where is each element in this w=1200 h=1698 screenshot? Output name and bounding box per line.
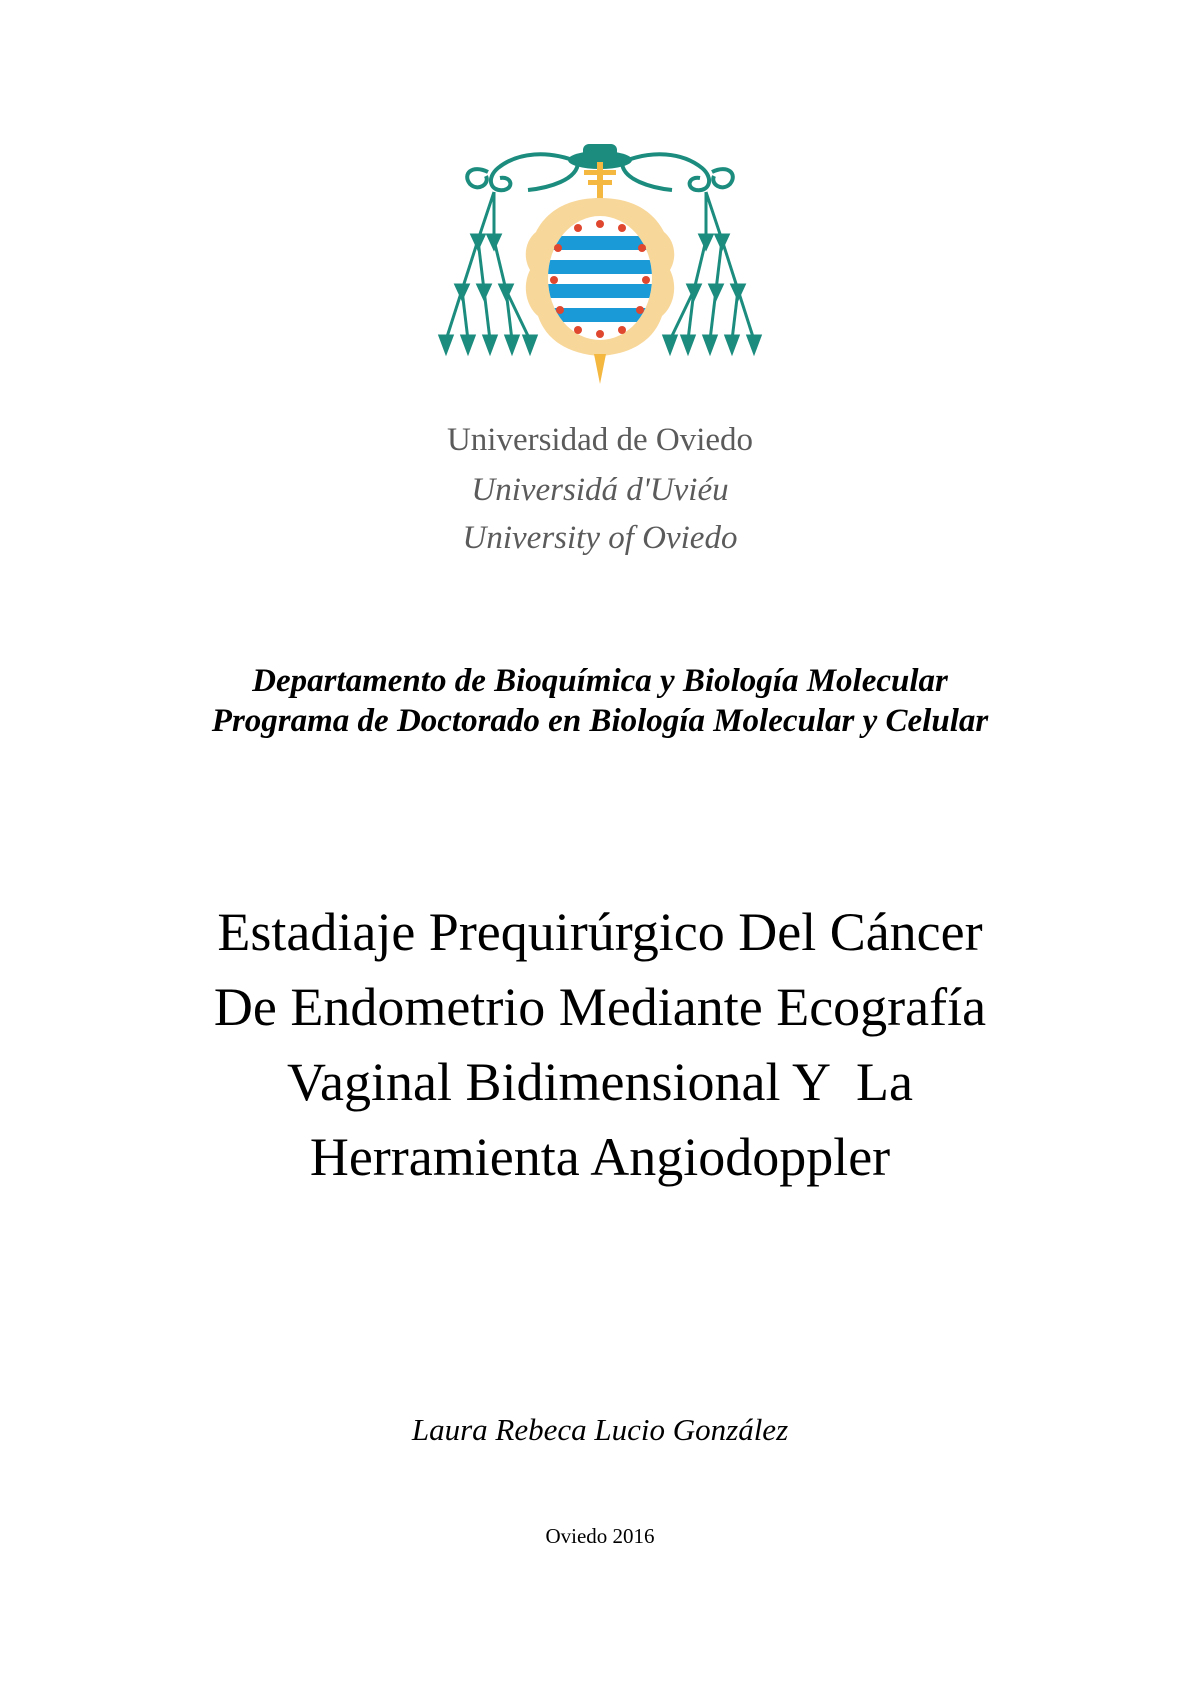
thesis-title-line-3: Vaginal Bidimensional Y La <box>287 1052 913 1112</box>
university-name-spanish: Universidad de Oviedo <box>446 422 754 458</box>
place-and-year: Oviedo 2016 <box>545 1524 655 1548</box>
author-name: Laura Rebeca Lucio González <box>411 1412 789 1447</box>
doctoral-program-name: Programa de Doctorado en Biología Molecular y Celular <box>211 703 989 739</box>
thesis-title-line-4: Herramienta Angiodoppler <box>309 1127 891 1187</box>
university-name-asturian: Universidá d'Uviéu <box>471 472 729 508</box>
department-name: Departamento de Bioquímica y Biología Molecular <box>252 663 948 699</box>
thesis-title-line-2: De Endometrio Mediante Ecografía <box>213 977 987 1037</box>
university-crest-icon <box>428 140 772 410</box>
university-name-english: University of Oviedo <box>462 520 738 556</box>
thesis-title-line-1: Estadiaje Prequirúrgico Del Cáncer <box>217 902 983 962</box>
